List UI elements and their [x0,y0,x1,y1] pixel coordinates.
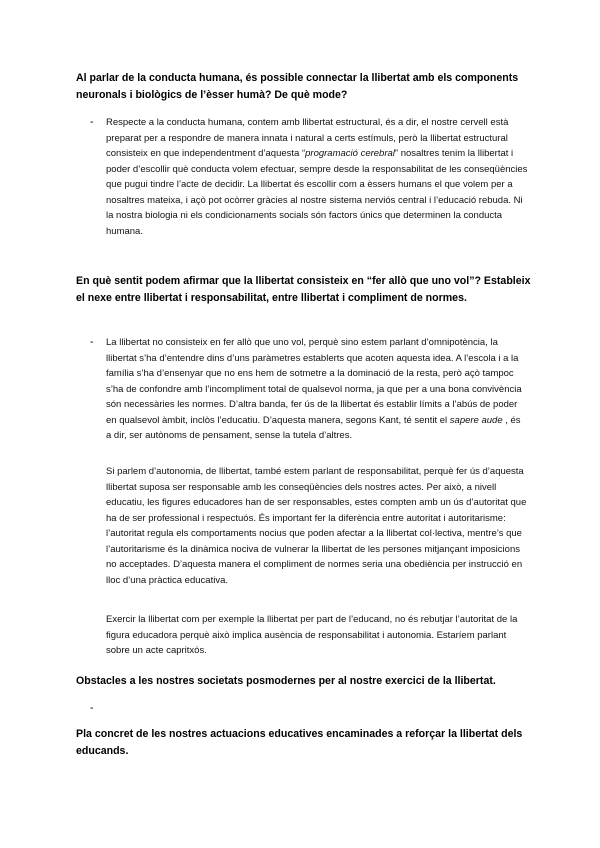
emphasis-programacio-cerebral: programació cerebral [305,148,395,159]
answer-paragraph-4: Exercir la llibertat com per exemple la llibertat per part de l’educand, no és rebutjar l’autoritat de la figura educadora perquè això implica ausència de responsabilitat i autonomia. Estaríem parlant sobre un acte capritxós. [106,614,518,656]
question-heading-1: Al parlar de la conducta humana, és possible connectar la llibertat amb els components neuronals i biològics de l’èsser humà? De què mode? [76,72,519,101]
emphasis-sapere-aude: sapere aude [449,414,503,426]
question-heading-4: Pla concret de les nostres actuacions educatives encaminades a reforçar la llibertat dels educands. [76,728,523,757]
answer-paragraph-1: Respecte a la conducta humana, contem amb llibertat estructural, és a dir, el nostre cervell està preparat per a respondre de manera innata i natural a certs estímuls, però la llibertat estructural consisteix en que independentment d’aquesta “programació cerebral” nosaltres tenim la llibertat i poder d’escollir què conducta volem efectuar, sempre desde la responsabilitat de les conseqüències que pugui tindre l’acte de decidir. La llibertat és escollir com a èssers humans el que volem per a nosaltres mateixa, i açò pot ocòrrer gràcies al nostre sistema nerviós central i l’educació rebuda. Ni la nostra biologia ni els condicionaments socials són factors únics que determinen la conducta humana. [106,117,528,237]
list-bullet-1: - [90,116,94,128]
question-heading-2: En què sentit podem afirmar que la llibertat consisteix en “fer allò que uno vol”? Estableix el nexe entre llibertat i responsabilitat, entre llibertat i compliment de normes. [76,275,531,304]
list-bullet-3: - [90,702,94,714]
answer-paragraph-3: Si parlem d’autonomia, de llibertat, també estem parlant de responsabilitat, perquè fer ús d’aquesta llibertat suposa ser responsable amb les conseqüències dels nostres actes. Per això, a nivell educatiu, les figures educadores han de ser responsables, estes compten amb un ús d’autoritat que ha de ser professional i respectuós. És important fer la diferència entre autoritat i autoritarisme: l’autoritat regula els comportaments nocius que poden afectar a la llibertat col·lectiva, mentre’s que l’autoritarisme és la dinàmica nociva de vulnerar la llibertat de les persones mitjançant imposicions no acceptades. D’aquesta manera el compliment de normes seria una obediència per instrucció en lloc d’una pràctica educativa. [106,466,527,586]
question-heading-3: Obstacles a les nostres societats posmodernes per al nostre exercici de la llibertat. [76,675,496,687]
list-bullet-2: - [90,336,94,348]
answer-paragraph-2: La llibertat no consisteix en fer allò que uno vol, perquè sino estem parlant d’omnipotència, la llibertat s’ha d’entendre dins d’uns paràmetres establerts que acoten aquesta idea. A l’escola i a la família s’ha d’ensenyar que no ens hem de sotmetre a la dominació de la resta, però açò tampoc s’ha de confondre amb l’incompliment total de qualsevol norma, ja que per a una bona convivència són necessàries les normes. D’altra banda, fer ús de la llibertat és establir límits a l’abús de poder en qualsevol àmbit, inclòs l’educatiu. D’aquesta manera, segons Kant, té sentit el sapere aude , és a dir, ser autònoms de pensament, sense la tutela d’altres. [106,337,522,441]
